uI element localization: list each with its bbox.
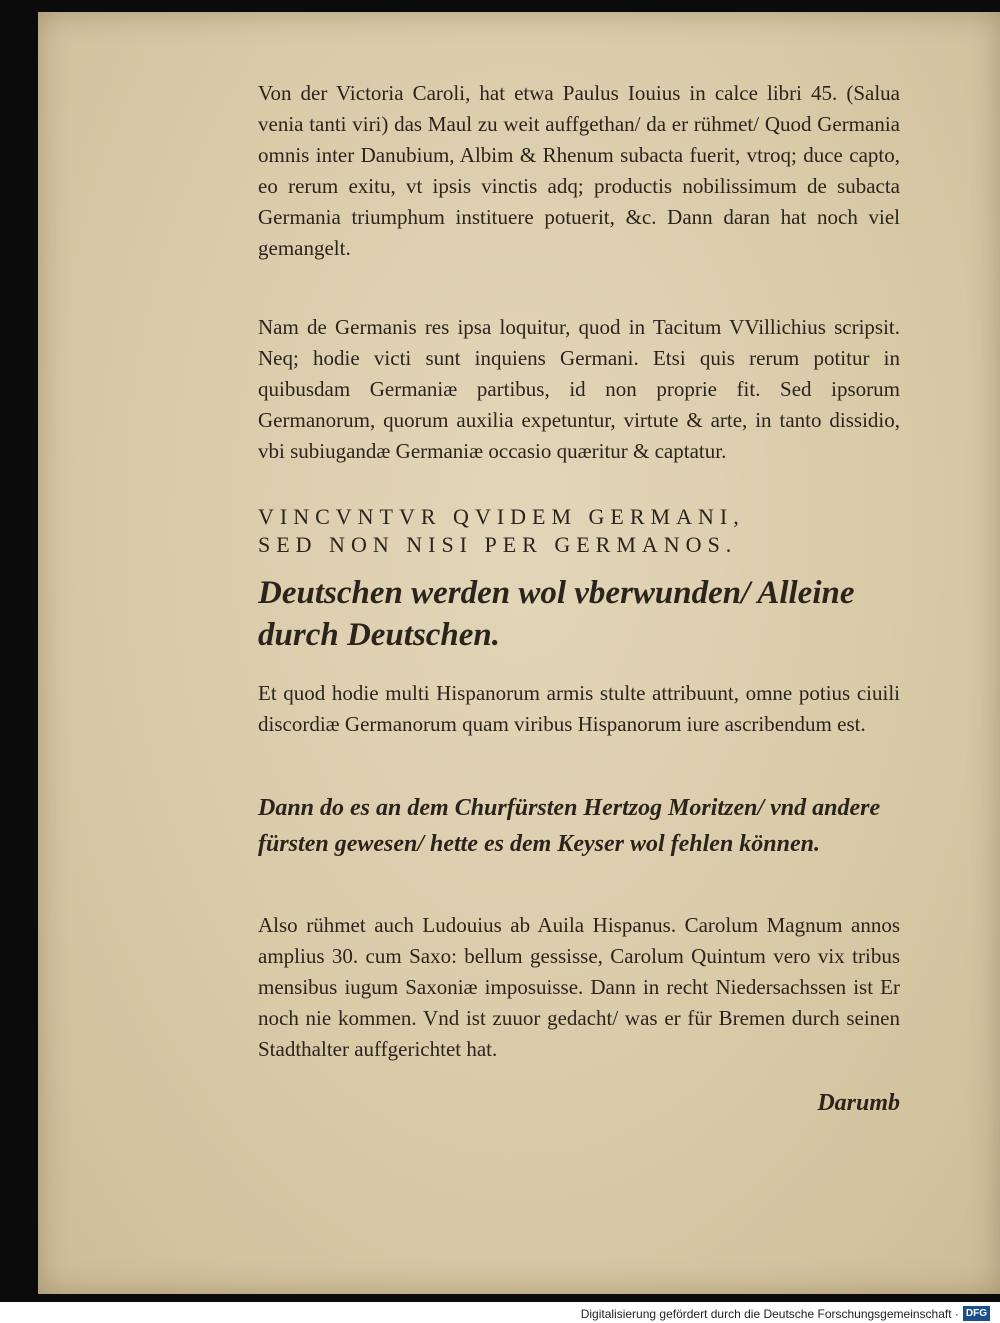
paragraph-2: Nam de Germanis res ipsa loquitur, quod in Tacitum VVillichius scripsit. Neq; hodie victi sunt inquiens Germani. Etsi quis rerum potitur in quibusdam Germaniæ partibus, id non proprie fit. Sed ipsorum Germanorum, quorum auxilia expetuntur, virtute & arte, in tanto dissidio, vbi subiugandæ Germaniæ occasio quæritur & captatur. (258, 315, 900, 463)
catchword: Darumb (817, 1090, 900, 1116)
caps-line-1: VINCVNTVR QVIDEM GERMANI, (258, 504, 745, 529)
footer-text: Digitalisierung gefördert durch die Deutsche Forschungsgemeinschaft · (580, 1306, 959, 1321)
dfg-logo[interactable]: DFG (963, 1306, 990, 1321)
caps-line-2: SED NON NISI PER GERMANOS. (258, 532, 738, 557)
fraktur-heading: Deutschen werden wol vberwunden/ Alleine durch Deutschen. (258, 575, 855, 653)
paragraph-5: Also rühmet auch Ludouius ab Auila Hispanus. Carolum Magnum annos amplius 30. cum Saxo: bellum gessisse, Carolum Quintum vero vix tribus mensibus iugum Saxoniæ imposuisse. Dann in recht Niedersachssen ist Er noch nie kommen. Vnd ist zuuor gedacht/ was er für Bremen durch seinen Stadthalter auffgerichtet hat. (258, 913, 900, 1061)
paragraph-4: Dann do es an dem Churfürsten Hertzog Moritzen/ vnd andere fürsten gewesen/ hette es dem Keyser wol fehlen können. (258, 795, 881, 857)
paragraph-1: Von der Victoria Caroli, hat etwa Paulus Iouius in calce libri 45. (Salua venia tanti viri) das Maul zu weit auffgethan/ da er rühmet/ Quod Germania omnis inter Danubium, Albim & Rhenum subacta fuerit, vtroq; duce capto, eo rerum exitu, vt ipsis vinctis adq; productis nobilissimum de subacta Germania triumphum instituere potuerit, &c. Dann daran hat noch viel gemangelt. (258, 81, 900, 260)
paragraph-3: Et quod hodie multi Hispanorum armis stulte attribuunt, omne potius ciuili discordiæ Germanorum quam viribus Hispanorum iure ascribendum est. (258, 681, 900, 736)
footer (581, 1306, 990, 1321)
